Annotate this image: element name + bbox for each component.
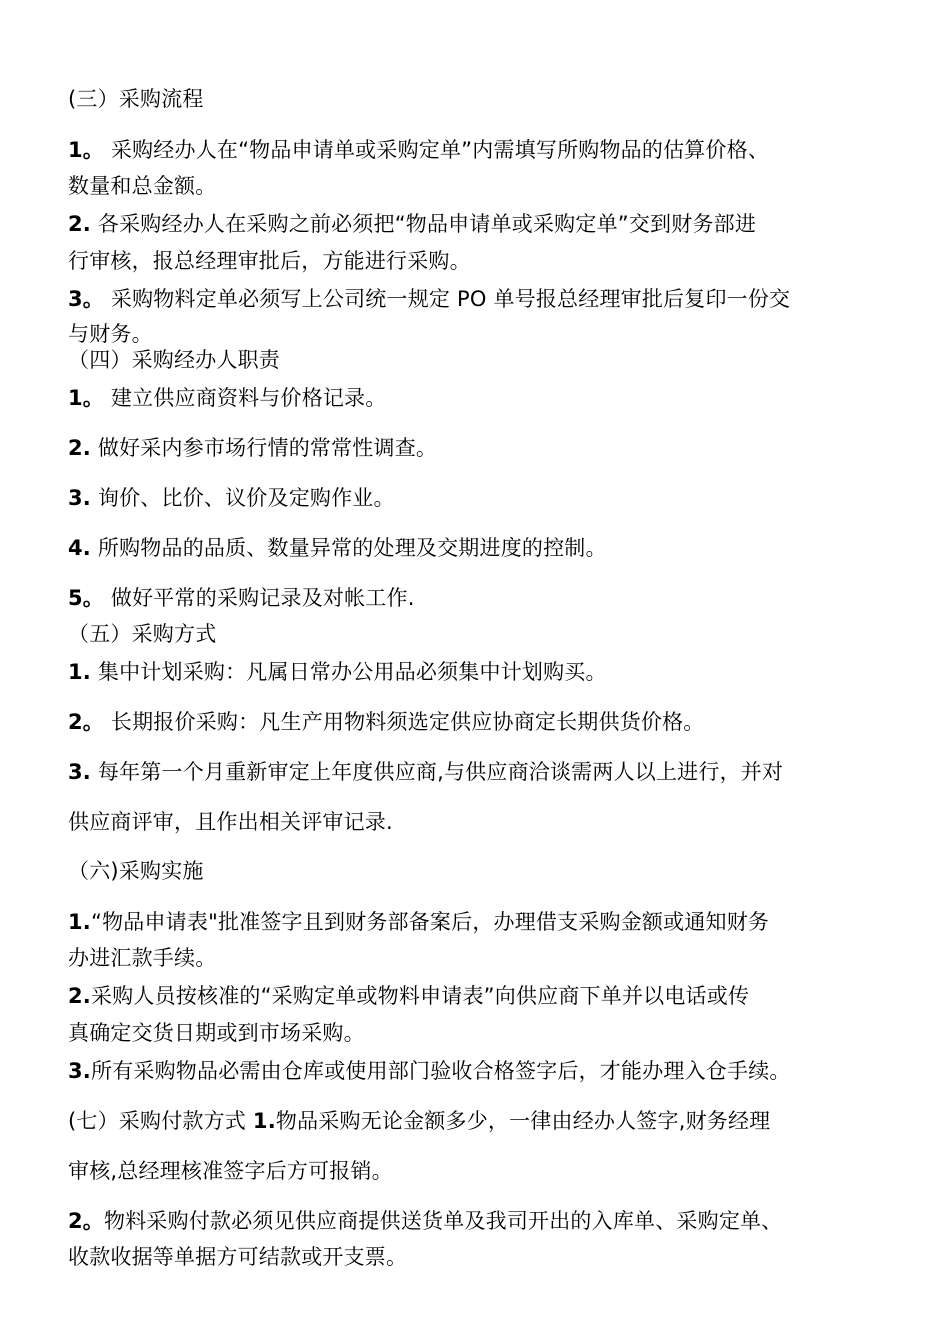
item-text: 每年第一个月重新审定上年度供应商,与供应商洽谈需两人以上进行，并对 bbox=[97, 760, 784, 784]
section-heading: （五）采购方式 bbox=[68, 622, 217, 646]
list-item bbox=[68, 758, 888, 786]
item-text: 集中计划采购：凡属日常办公用品必须集中计划购买。 bbox=[97, 660, 607, 684]
item-text-continuation: 审核,总经理核准签字后方可报销。 bbox=[68, 1159, 393, 1183]
item-text: 物料采购付款必须见供应商提供送货单及我司开出的入库单、采购定单、 bbox=[104, 1209, 783, 1233]
item-text-continuation: 办进汇款手续。 bbox=[68, 946, 217, 970]
item-text: 采购经办人在“物品申请单或采购定单”内需填写所购物品的估算价格、 bbox=[110, 138, 770, 162]
section-heading: （六)采购实施 bbox=[68, 859, 204, 883]
item-number: 1. bbox=[252, 1109, 276, 1133]
item-number: 2. bbox=[68, 212, 91, 236]
item-number: 3. bbox=[68, 1059, 91, 1083]
item-text: “物品申请表"批准签字且到财务部备案后，办理借支采购金额或通知财务 bbox=[91, 910, 770, 934]
item-text: 做好平常的采购记录及对帐工作. bbox=[110, 586, 415, 610]
list-item bbox=[68, 484, 888, 512]
item-text: 各采购经办人在采购之前必须把“物品申请单或采购定单”交到财务部进 bbox=[97, 212, 757, 236]
list-item bbox=[68, 384, 888, 412]
item-number: 3. bbox=[68, 760, 91, 784]
list-item bbox=[68, 434, 888, 462]
item-number: 1. bbox=[68, 910, 91, 934]
item-number: 2。 bbox=[68, 710, 105, 734]
item-number: 5。 bbox=[68, 586, 105, 610]
item-text: 采购物料定单必须写上公司统一规定 PO 单号报总经理审批后复印一份交 bbox=[110, 287, 791, 311]
item-text: 长期报价采购：凡生产用物料须选定供应协商定长期供货价格。 bbox=[110, 710, 705, 734]
item-number: 2. bbox=[68, 984, 91, 1008]
list-item bbox=[68, 1207, 888, 1235]
item-text: 所购物品的品质、数量异常的处理及交期进度的控制。 bbox=[97, 536, 607, 560]
list-item bbox=[68, 210, 888, 238]
item-number: 4. bbox=[68, 536, 91, 560]
list-item bbox=[68, 534, 888, 562]
item-text: 物品采购无论金额多少，一律由经办人签字,财务经理 bbox=[275, 1109, 771, 1133]
list-item bbox=[68, 708, 888, 736]
list-item bbox=[68, 285, 888, 313]
item-text: 建立供应商资料与价格记录。 bbox=[110, 386, 387, 410]
list-item bbox=[68, 658, 888, 686]
item-number: 3. bbox=[68, 486, 91, 510]
list-item bbox=[68, 1057, 888, 1085]
item-text-continuation: 收款收据等单据方可结款或开支票。 bbox=[68, 1245, 408, 1269]
item-text: 所有采购物品必需由仓库或使用部门验收合格签字后，才能办理入仓手续。 bbox=[91, 1059, 791, 1083]
list-item bbox=[68, 908, 888, 936]
list-item bbox=[68, 1107, 888, 1135]
section-heading: (三）采购流程 bbox=[68, 87, 204, 111]
item-text: 询价、比价、议价及定购作业。 bbox=[97, 486, 395, 510]
item-text-continuation: 数量和总金额。 bbox=[68, 174, 217, 198]
item-number: 1。 bbox=[68, 138, 105, 162]
section-heading: (七）采购付款方式 bbox=[68, 1109, 246, 1133]
item-text: 采购人员按核准的“采购定单或物料申请表”向供应商下单并以电话或传 bbox=[91, 984, 750, 1008]
item-number: 1。 bbox=[68, 386, 105, 410]
item-text-continuation: 真确定交货日期或到市场采购。 bbox=[68, 1021, 365, 1045]
list-item bbox=[68, 982, 888, 1010]
item-number: 2. bbox=[68, 436, 91, 460]
item-number: 3。 bbox=[68, 287, 105, 311]
item-text-continuation: 与财务。 bbox=[68, 322, 153, 346]
section-heading: （四）采购经办人职责 bbox=[68, 348, 280, 372]
item-text-continuation: 行审核，报总经理审批后，方能进行采购。 bbox=[68, 249, 471, 273]
list-item bbox=[68, 136, 888, 164]
item-number: 2。 bbox=[68, 1209, 105, 1233]
list-item bbox=[68, 584, 888, 612]
item-text: 做好采内参市场行情的常常性调查。 bbox=[97, 436, 438, 460]
item-text-continuation: 供应商评审，且作出相关评审记录. bbox=[68, 810, 393, 834]
item-number: 1. bbox=[68, 660, 91, 684]
